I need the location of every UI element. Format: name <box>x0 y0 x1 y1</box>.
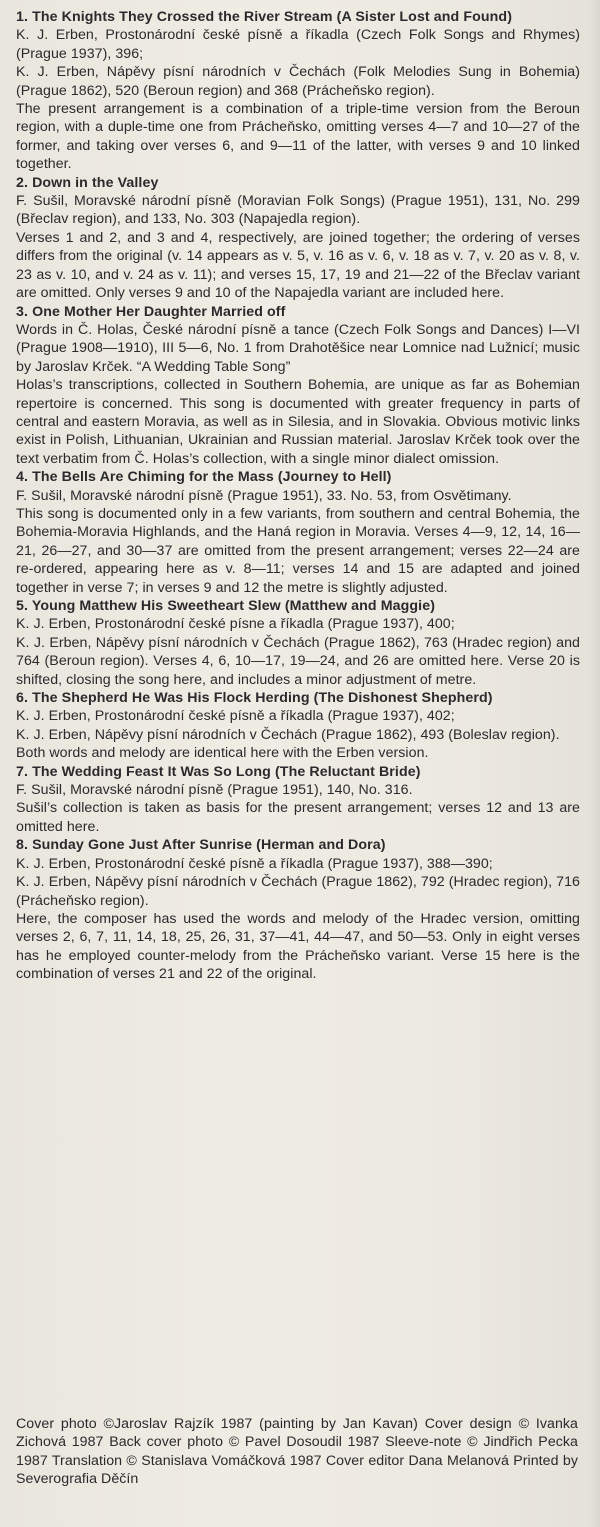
source-reference: K. J. Erben, Prostonárodní české písně a říkadla (Czech Folk Songs and Rhymes) (Prague 1937), 396; <box>16 27 580 62</box>
arrangement-note: Here, the composer has used the words and melody of the Hradec version, omitting verses 2, 6, 7, 11, 14, 18, 25, 26, 31, 37—41, 44—47, and 50—53. Only in eight verses has he employed counter-melody from the Prácheňsko variant. Verse 15 here is the combination of verses 21 and 22 of the original. <box>16 910 580 983</box>
source-reference: K. J. Erben, Nápěvy písní národních v Čechách (Prague 1862), 792 (Hradec region), 716 (Prácheňsko region). <box>16 874 580 909</box>
song-note-1 <box>16 8 580 174</box>
song-title: 6. The Shepherd He Was His Flock Herding (The Dishonest Shepherd) <box>16 690 493 707</box>
song-title: 5. Young Matthew His Sweetheart Slew (Matthew and Maggie) <box>16 598 436 614</box>
source-reference: Words in Č. Holas, České národní písně a tance (Czech Folk Songs and Dances) I—VI (Prague 1908—1910), III 5—6, No. 1 from Drahotěšice near Lomnice nad Lužnicí; music by Jaroslav Krček. “A Wedding Table Song” <box>16 321 580 375</box>
source-reference: K. J. Erben, Nápěvy písní národních v Čechách (Prague 1862), 763 (Hradec region) and 764 (Beroun region). Verses 4, 6, 10—17, 19—24, and 26 are omitted here. Verse 20 is shifted, closing the song here, and includes a minor adjustment of metre. <box>16 634 580 688</box>
arrangement-note: The present arrangement is a combination of a triple-time version from the Beroun region, with a duple-time one from Prácheňsko, omitting verses 4—7 and 10—27 of the former, and taking over verses 6, and 9—11 of the latter, with verses 9 and 10 linked together. <box>16 101 580 173</box>
arrangement-note: Verses 1 and 2, and 3 and 4, respectively, are joined together; the ordering of verses differs from the original (v. 14 appears as v. 5, v. 16 as v. 6, v. 18 as v. 7, v. 20 as v. 8, v. 23 as v. 10, and v. 24 as v. 11); and verses 15, 17, 19 and 21—22 of the Břeclav variant are omitted. Only verses 9 and 10 of the Napajedla variant are included here. <box>16 229 580 302</box>
song-note-2 <box>16 174 580 303</box>
song-notes <box>16 8 580 984</box>
song-title: 3. One Mother Her Daughter Married off <box>16 303 286 320</box>
song-title: 2. Down in the Valley <box>16 174 159 191</box>
song-note-4 <box>16 468 580 597</box>
song-note-6 <box>16 689 580 763</box>
song-title: 1. The Knights They Crossed the River Stream (A Sister Lost and Found) <box>16 9 513 25</box>
song-title: 4. The Bells Are Chiming for the Mass (Journey to Hell) <box>16 469 392 486</box>
source-reference: K. J. Erben, Nápěvy písní národních v Čechách (Folk Melodies Sung in Bohemia) (Prague 1862), 520 (Beroun region) and 368 (Prácheňsko region). <box>16 64 580 99</box>
song-note-8 <box>16 836 580 983</box>
arrangement-note: Sušil’s collection is taken as basis for the present arrangement; verses 12 and 13 are omitted here. <box>16 800 580 835</box>
credits-footer: Cover photo ©Jaroslav Rajzík 1987 (painting by Jan Kavan) Cover design © Ivanka Zichová 1987 Back cover photo © Pavel Dosoudil 1987 Sleeve-note © Jindřich Pecka 1987 Translation © Stanislava Vomáčková 1987 Cover editor Dana Melanová Printed by Severografia Děčín <box>16 1416 578 1488</box>
song-note-5 <box>16 597 580 689</box>
source-reference: K. J. Erben, Prostonárodní české písne a říkadla (Prague 1937), 400; <box>16 616 455 633</box>
song-title: 7. The Wedding Feast It Was So Long (The Reluctant Bride) <box>16 763 421 780</box>
song-note-3 <box>16 303 580 469</box>
source-reference: F. Sušil, Moravské národní písně (Prague 1951), 140, No. 316. <box>16 782 413 799</box>
source-reference: K. J. Erben, Prostonárodní české písně a říkadla (Prague 1937), 402; <box>16 708 455 725</box>
arrangement-note: Both words and melody are identical here with the Erben version. <box>16 745 429 762</box>
arrangement-note: This song is documented only in a few variants, from southern and central Bohemia, the Bohemia-Moravia Highlands, and the Haná region in Moravia. Verses 4—9, 12, 14, 16—21, 26—27, and 30—37 are omitted from the present arrangement; verses 22—24 are re-ordered, appearing here as v. 8—11; verses 14 and 15 are adapted and joined together in verse 7; in verses 9 and 12 the metre is slightly adjusted. <box>16 505 580 596</box>
arrangement-note: Holas’s transcriptions, collected in Southern Bohemia, are unique as far as Bohemian repertoire is concerned. This song is documented with greater frequency in parts of central and eastern Moravia, as well as in Silesia, and in Slovakia. Obvious motivic links exist in Polish, Lithuanian, Ukrainian and Russian material. Jaroslav Krček took over the text verbatim from Č. Holas’s collection, with a single minor dialect omission. <box>16 377 580 467</box>
page-edge-shadow <box>590 0 600 1527</box>
source-reference: K. J. Erben, Nápěvy písní národních v Čechách (Prague 1862), 493 (Boleslav region). <box>16 726 560 743</box>
source-reference: K. J. Erben, Prostonárodní české písně a říkadla (Prague 1937), 388—390; <box>16 855 493 872</box>
source-reference: F. Sušil, Moravské národní písně (Prague 1951), 33. No. 53, from Osvětimany. <box>16 487 512 504</box>
liner-notes-page <box>16 8 580 1519</box>
song-note-7 <box>16 763 580 837</box>
song-title: 8. Sunday Gone Just After Sunrise (Herman and Dora) <box>16 837 386 854</box>
source-reference: F. Sušil, Moravské národní písně (Moravian Folk Songs) (Prague 1951), 131, No. 299 (Břeclav region), and 133, No. 303 (Napajedla region). <box>16 193 580 228</box>
